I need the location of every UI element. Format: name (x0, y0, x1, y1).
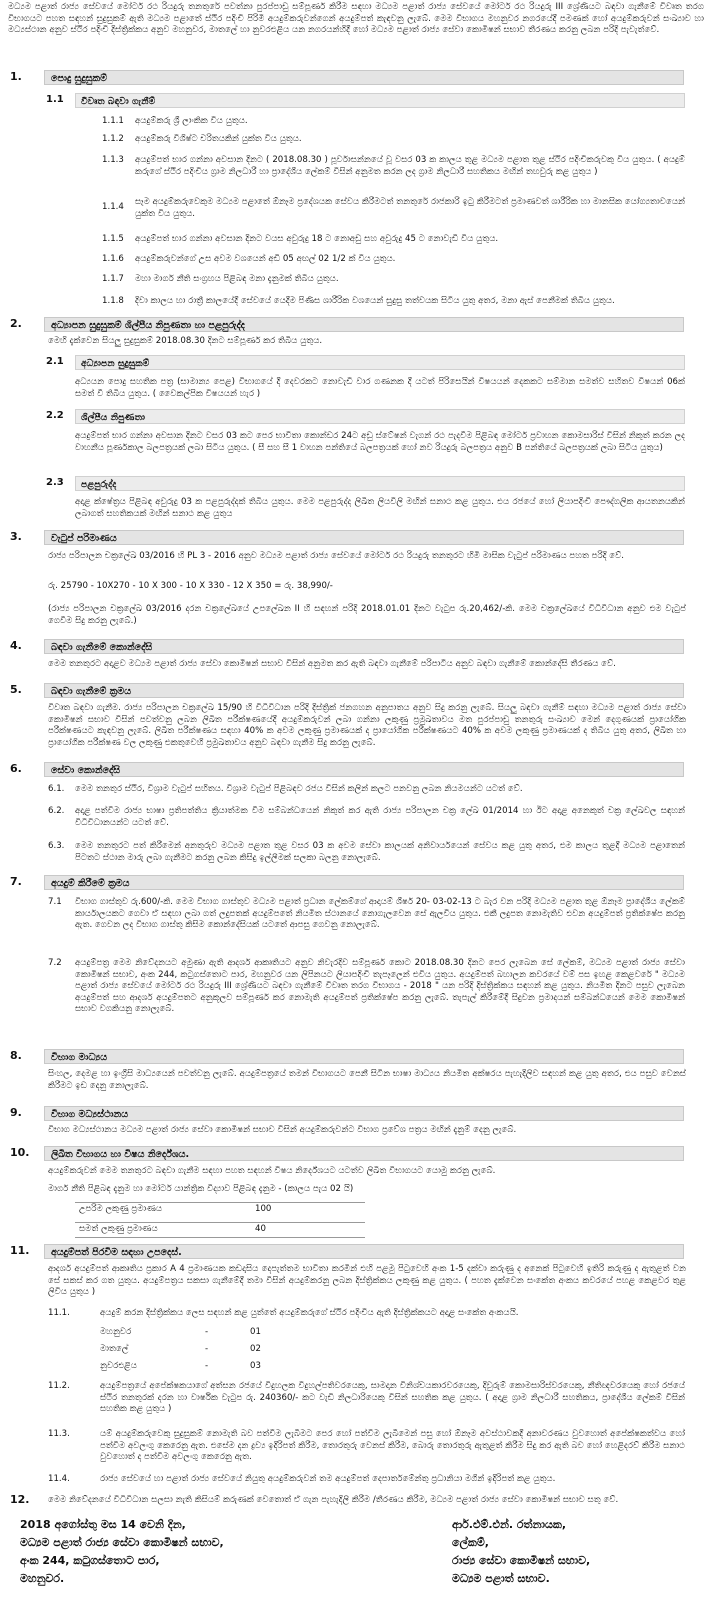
intro-paragraph: මධ්‍යම පළාත් රාජ්‍ය සේවයේ මෝටර් රථ රියදුරු තනතුරේ පවත්නා පුරප්පාඩු සම්පූර්ණ කිරීම සඳහා මධ්‍යම පළාත් රාජ්‍ය සේවයේ මෝටර් රථ රියදුරු III ශ්‍රේණියට බඳවා ගැනීමේ විවෘත තරග විභාගයට පහත සඳහන් සුදුසුකම් ඇති මධ්‍යම පළාතේ ස්ථිර පදිංචි පිරිමි අයදුම්කරුවන්ගෙන් අයදුම්පත් කැඳවනු ලැබේ. මෙම විභාගය මහනුවර නගරයේදී පමණක් හෝ අයදුම්කරුවන් සංඛ්‍යාව හා මධ්‍යස්ථාන අනුව ස්ථිර පදිංචි දිස්ත්‍රික්කය අනුව මහනුවර, මාතලේ හා නුවරඑළිය යන නගරයන්හිදී හෝ මධ්‍යම පළාත් රාජ්‍ය සේවා කොමිෂන් සභාව තීරණය කරනු ලබන පරිදි පැවැත්වේ. (8, 2, 704, 35)
item-7-1-number: 7.1 (48, 897, 62, 907)
salary-note: (රාජ්‍ය පරිපාලන චක්‍රලේඛ 03/2016 දරන චක්‍රලේඛයේ උපලේඛන II හි සඳහන් පරිදි 2018.01.01 දිනට වැටුප රු.20,462/-කි. මෙම චක්‍රලේඛයේ විධිවිධාන අනුව එම වැටුප් ගෙවීම සිදු කරනු ලැබේ.) (48, 604, 686, 626)
item-6-2-number: 6.2. (48, 806, 65, 816)
section-1-heading: පොදු සුදුසුකම් (44, 70, 684, 85)
section-11-number: 11. (10, 1244, 30, 1257)
signatory-title: ලේකම්, (452, 1536, 489, 1549)
section-6-number: 6. (10, 762, 22, 775)
item-1-1-8-text: දිවා කාලය හා රාත්‍රී කාලයේදී සේවයේ යෙදීම පිණිස ශාරීරික වශයෙන් සුදුසු තත්වයක සිටිය යුතු අතර, මනා ඇස් පෙනීමක් තිබිය යුතුය. (135, 296, 615, 306)
section-2-note: මෙහි දැක්වෙන සියලු සුදුසුකම් 2018.08.30 දිනට සම්පූර්ණ කර තිබිය යුතුය. (48, 336, 323, 346)
pass-marks-row (75, 1222, 365, 1238)
subsection-2-2-heading: ශිල්පීය නිපුණතා (75, 409, 685, 424)
section-8-text: සිංහල, දෙමළ හා ඉංග්‍රීසි මාධ්‍යයෙන් පවත්වනු ලැබේ. අයදුම්පත්‍රයේ තමන් විභාගයට පෙනී සිටින භාෂා මාධ්‍යය නියමිත අක්ෂරය පැහැදිලිව සඳහන් කළ යුතු අතර, එය පසුව වෙනස් කිරීමට ඉඩ දෙනු නොලැබේ. (48, 1069, 686, 1091)
item-1-1-3-number: 1.1.3 (102, 155, 124, 165)
section-11-heading: අයදුම්පත් පිරවීම සඳහා උපදෙස්. (44, 1244, 684, 1259)
section-8-heading: විභාග මාධ්‍යය (44, 1049, 684, 1064)
salary-scale: රු. 25790 - 10X270 - 10 X 300 - 10 X 330 - 12 X 350 = රු. 38,990/- (48, 581, 333, 591)
district-code: 02 (250, 1344, 261, 1354)
item-6-1-text: මෙම තනතුර ස්ථිර, විශ්‍රාම වැටුප් සහිතය. විශ්‍රාම වැටුප් පිළිබඳව රජය විසින් කලින් කලට පනවනු ලබන නියමයන්ට යටත් වේ. (75, 784, 523, 794)
footer-left (20, 1516, 224, 1588)
section-10-number: 10. (10, 1146, 30, 1159)
item-1-1-1-text: අයදුම්කරු ශ්‍රී ලාංකික විය යුතුය. (135, 116, 248, 126)
section-10-heading: ලිඛිත විභාගය හා විෂය නිර්දේශය. (44, 1146, 684, 1161)
item-7-2-number: 7.2 (48, 958, 62, 968)
section-6-heading: සේවා කොන්දේසි (44, 762, 684, 777)
subsection-2-2-text: අයදුම්පත් භාර ගන්නා අවසාන දිනට වසර 03 කට පෙර භාවිතා කොන්ඩර 24ට අඩු ස්ටේෂන් වැගන් රථ පැදවීම පිළිබඳ මෝටර් ප්‍රවාහන කොමසාරිස් විසින් නිකුත් කරන ලද වාහනීය පූර්ණකාල බලපත්‍රයක් ලබා සිටිය යුතුය. ( සී සහ සී 1 වාහන පන්තියේ බලපත්‍රයක් හෝ නව රියදුරු බලපත්‍රය අනුව B පන්තියේ බලපත්‍රයක් ලබා සිටිය යුතුය) (75, 431, 685, 453)
district-dash: - (205, 1361, 209, 1371)
district-dash: - (205, 1327, 209, 1337)
section-7-number: 7. (10, 875, 22, 888)
section-5-number: 5. (10, 683, 22, 696)
district-name: මාතලේ (100, 1344, 129, 1354)
section-4-heading: බඳවා ගැනීමේ කොන්දේසි (44, 639, 684, 654)
subsection-2-3-number: 2.3 (46, 477, 64, 488)
item-7-1-text: විභාග ගාස්තුව රු.600/-කි. මෙම විභාග ගාස්තුව මධ්‍යම පළාත් ප්‍රධාන ලේකම්ගේ ආදායම් ශීර්ෂ 20- 03-02-13 ට බැර වන පරිදි මධ්‍යම පළාත තුළ ඕනෑම ප්‍රාදේශීය ලේකම් කාර්යාලයකට ගෙවා ඒ සඳහා ලබා ගත් ලදුපතක් අයදුම්පතේ නියමිත ස්ථානයේ නොගැලවෙන සේ ඇලවිය යුතුය. එකී ලදුපත නොමැතිව එවන අයදුම්පත් ප්‍රතික්ෂේප කරනු ඇත. ගෙවන ලද විභාග ගාස්තු කිසිම කොන්දේසියක් යටතේ ආපසු ගෙවනු නොලැබේ. (75, 897, 685, 930)
section-7-heading: අයදුම් කිරීමේ ක්‍රමය (44, 875, 684, 890)
item-6-3-text: මෙම තනතුරට පත් කිරීමෙන් අනතුරුව මධ්‍යම පළාත තුළ වසර 03 ක අවම සේවා කාලයක් අනිවාර්යයෙන් සේවය කළ යුතු අතර, එම කාලය තුළදී මධ්‍යම පළාතෙන් පිටතට ස්ථාන මාරු ලබා ගැනීමට කරනු ලබන කිසිදු ඉල්ලීමක් සලකා බලනු නොලැබේ. (75, 841, 685, 863)
item-11-2-number: 11.2. (48, 1381, 70, 1391)
item-1-1-2-text: අයදුම්කරු විශිෂ්ට චරිතයකින් යුක්ත විය යුතුය. (135, 134, 302, 144)
salary-text: රාජ්‍ය පරිපාලන චක්‍රලේඛ 03/2016 හි PL 3 - 2016 අනුව මධ්‍යම පළාත් රාජ්‍ය සේවයේ මෝටර් රථ රියදුරු තනතුරට හිමි මාසික වැටුප් පරිමාණය පහත පරිදි වේ. (48, 551, 625, 561)
section-3-number: 3. (10, 530, 22, 543)
item-1-1-6-text: අයදුම්කරුවන්ගේ උස අවම වශයෙන් අඩි 05 අඟල් 02 1/2 ක් විය යුතුය. (135, 254, 396, 264)
item-11-4-number: 11.4. (48, 1474, 70, 1484)
item-1-1-7-number: 1.1.7 (102, 274, 124, 284)
max-marks-value: 100 (255, 1204, 272, 1214)
item-1-1-2-number: 1.1.2 (102, 134, 124, 144)
signatory-council: මධ්‍යම පළාත් සභාව. (452, 1572, 550, 1585)
subsection-2-1-number: 2.1 (46, 356, 64, 367)
max-marks-row (75, 1202, 365, 1217)
item-6-1-number: 6.1. (48, 784, 65, 794)
item-1-1-5-number: 1.1.5 (102, 234, 124, 244)
item-1-1-4-number: 1.1.4 (102, 202, 124, 212)
section-9-number: 9. (10, 1106, 22, 1119)
district-name: මහනුවර (100, 1327, 132, 1337)
district-code: 03 (250, 1361, 261, 1371)
item-1-1-6-number: 1.1.6 (102, 254, 124, 264)
section-1-number: 1. (10, 70, 22, 83)
section-3-heading: වැටුප් පරිමාණය (44, 530, 684, 545)
item-1-1-7-text: මහා මාර්ග නීති සංග්‍රහය පිළිබඳ මනා දැනුමක් තිබිය යුතුය. (135, 274, 339, 284)
section-5-heading: බඳවා ගැනීමේ ක්‍රමය (44, 683, 684, 698)
subsection-2-2-number: 2.2 (46, 410, 64, 421)
section-2-heading: අධ්‍යාපන සුදුසුකම් ශිල්පීය නිපුණතා හා පළපුරුද්ද (44, 317, 684, 332)
section-10-text: අයදුම්කරුවන් මෙම තනතුරට බඳවා ගැනීම සඳහා පහත සඳහන් විෂය නිර්දේශයට යටත්ව ලිඛිත විභාගයට යොමු කරනු ලැබේ. (48, 1166, 496, 1176)
subsection-2-3-heading: පළපුරුද්ද (75, 476, 685, 491)
item-11-1-text: අයදුම් කරන දිස්ත්‍රික්කය ලෙස සඳහන් කළ යුත්තේ අයදුම්කරුගේ ස්ථිර පදිංචිය ඇති දිස්ත්‍රික්කයට අදාළ සංකේත අංකයයි. (100, 1308, 519, 1318)
item-1-1-5-text: අයදුම්පත් භාර ගන්නා අවසාන දිනට වයස අවුරුදු 18 ට නොඅඩු සහ අවුරුදු 45 ට නොවැඩි විය යුතුය. (135, 234, 499, 244)
subsection-2-1-text: අධ්‍යයන පොදු සහතික පත්‍ර (සාමාන්‍ය පෙළ) විභාගයේ දී දෙවරකට නොවැඩි වාර ගණනක දී යටත් පිරිසෙයින් විෂයයන් දෙකකට සම්මාන සමත්ව සහිතව විෂයන් 06ක් සමත් වී තිබිය යුතුය. ( වෛකල්පික විෂයයන් හැර ) (75, 377, 685, 399)
footer-address: අංක 244, කටුගස්තොට පාර, (20, 1554, 160, 1567)
item-1-1-3-text: අයදුම්පත් භාර ගන්නා අවසාන දිනට ( 2018.08.30 ) පූර්වාසන්නයේ වූ වසර 03 ක කාලය තුළ මධ්‍යම පළාත තුළ ස්ථිර පදිංචිකරුවකු විය යුතුය. ( අයදුම් කරුගේ ස්ථිර පදිංචිය ග්‍රාම නිලධාරී හා ප්‍රාදේශීය ලේකම් විසින් අනුමත කරන ලද ග්‍රාම නිලධාරී සහතිකය මඟින් තහවුරු කළ යුතුය ) (135, 155, 685, 177)
subsection-1-1-heading: විවෘත බඳවා ගැනීම් (75, 93, 685, 108)
item-7-2-text: අයදුම්පත්‍ර මෙම නිවේදනයට අමුණා ඇති ආදර්ශ ආකෘතියට අනුව නිවැරදිව සම්පූර්ණ කොට 2018.08.30 දිනට පෙර ලැබෙන සේ ලේකම්, මධ්‍යම පළාත් රාජ්‍ය සේවා කොමිෂන් සභාව, අංක 244, කටුගස්තොට පාර, මහනුවර යන ලිපිනයට ලියාපදිංචි තැපෑලෙන් එවිය යුතුය. අයදුම්පත් බහාලන කවරයේ වම් පස ඉහළ කෙළවරේ " මධ්‍යම පළාත් රාජ්‍ය සේවයේ මෝටර් රථ රියදුරු III ශ්‍රේණියට බඳවා ගැනීමේ විවෘත තරග විභාගය - 2018 " යන පරිදි දිස්ත්‍රික්කය සඳහන් කළ යුතුය. නියමිත දිනට පසුව ලැබෙන අයදුම්පත් සහ ආදර්ශ අයදුම්පතට අනුකූලව සම්පූර්ණ කර නොමැති අයදුම්පත් ප්‍රතික්ෂේප කරනු ලැබේ. තැපැල් කිරීමේදී සිදුවන ප්‍රමාදයන් සම්බන්ධයෙන් මෙම කොමිෂන් සභාව වගකියනු නොලැබේ. (75, 958, 685, 1014)
pass-marks-value: 40 (255, 1224, 266, 1234)
item-11-3-text: යම් අයදුම්කරුවෙකු සුදුසුකම් නොමැති බව පත්වීම ලැබීමට පෙර හෝ පත්වීම ලැබීමෙන් පසු හෝ ඕනෑම අවස්ථාවකදී අනාවරණය වුවහොත් අපේක්ෂකත්වය හෝ පත්වීම අවලංගු කෙරෙනු ඇත. එසේම දන ද්‍රව්‍ය ඉදිරිපත් කිරීම, තොරතුරු වෙනස් කිරීම, බොරු තොරතුරු ඇතුළත් කිරීම සිදු කර ඇති බව හෝ හෙළිදරව් කිරීම සනාථ වුවහොත් ද පත්වීම අවලංගු කෙරෙනු ඇත. (100, 1429, 685, 1462)
max-marks-label: උපරිම ලකුණු ප්‍රමාණය (79, 1204, 163, 1214)
signatory-office: රාජ්‍ය සේවා කොමිෂන් සභාව, (452, 1554, 591, 1567)
section-5-text: විවෘත බඳවා ගැනීම. රාජ්‍ය පරිපාලන චක්‍රලේඛ 15/90 හි විධිවිධාන පරිදි දිස්ත්‍රික් ජනගහන අනුපාතය අනුව සිදු කරනු ලැබේ. සියලු බඳවා ගැනීම් සඳහා මධ්‍යම පළාත් රාජ්‍ය සේවා කොමිෂන් සභාව විසින් පවත්වනු ලබන ලිඛිත පරීක්ෂණයේදී අයදුම්කරුවන් ලබා ගන්නා ලකුණු ප්‍රමුඛතාවය මත පුරප්පාඩු තනතුරු සංඛ්‍යාව මෙන් දෙගුණයක් ප්‍රායෝගික පරීක්ෂණයට කැඳවනු ලැබේ. ලිඛිත පරීක්ෂණය සඳහා 40% ක අවම ලකුණු ප්‍රමාණයක් ද ප්‍රායෝගික පරීක්ෂණයට 40% ක අවම ලකුණු ප්‍රමාණයක් ද තිබිය යුතු අතර, ලිඛිත හා ප්‍රායෝගික පරීක්ෂණ වල ලකුණු එකතුවෙහි ප්‍රමුඛතාවය අනුව බඳවා ගැනීම සිදු කරනු ලැබේ. (48, 703, 686, 748)
section-12-text: මෙම නිවේදනයේ විධිවිධාන සලසා නැති කිසියම් කරුණක් වෙතොත් ඒ ගැන පැහැදිලි කිරීම /තීරණය කිරීම, මධ්‍යම පළාත් රාජ්‍ය සේවා කොමිෂන් සභාව සතු වේ. (48, 1495, 619, 1505)
section-9-heading: විභාග මධ්‍යස්ථානය (44, 1106, 684, 1121)
exam-subject: මාර්ග නීති පිළිබඳ දැනුම හා මෝටර් යාන්ත්‍රික විද්‍යාව පිළිබඳ දැනුම - (කාලය පැය 02 යි) (48, 1184, 354, 1194)
footer-office: මධ්‍යම පළාත් රාජ්‍ය සේවා කොමිෂන් සභාව, (20, 1536, 224, 1549)
section-9-text: විභාග මධ්‍යස්ථානය මධ්‍යම පළාත් රාජ්‍ය සේවා කොමිෂන් සභාව විසින් අයදුම්කරුවන්ට විභාග ප්‍රවේශ පත්‍රය මඟින් දැනුම් දෙනු ලැබේ. (48, 1125, 517, 1135)
section-11-text: ආදර්ශ අයදුම්පත් ආකෘතිය ප්‍රකාර A 4 ප්‍රමාණයක කඩදාසිය දෙපැත්තම භාවිතා කරමින් එහි පළමු පිටුවෙහි අංක 1-5 දක්වා කරුණු ද අනෙක් පිටුවෙහි ඉතිරි කරුණු ද ඇතුළත් වන සේ සකස් කර ගත යුතුය. අයදුම්පත්‍රය සකසා ගැනීමේදී තමා විසින් අයදුම්කරනු ලබන දිස්ත්‍රික්කය ලකුණු කළ යුතුය. ( පහත දැක්වෙන සංකේත අංකය කවරයේ පහළ කෙළවර තුළ ලිවිය යුතුය ) (48, 1264, 686, 1297)
district-name: නුවරඑළිය (100, 1361, 137, 1371)
footer-city: මහනුවර. (20, 1572, 65, 1585)
signatory-name: ආර්.එම්.එන්. රත්නායක, (452, 1518, 567, 1531)
pass-marks-label: සමත් ලකුණු ප්‍රමාණය (79, 1224, 158, 1234)
item-11-2-text: අයදුම්පත්‍රයේ අපේක්ෂකයාගේ අත්සන රජයේ විදුහලක විදුහල්පතිවරයෙකු, සාමදාන විනිශ්චයකාරවරයෙකු, දිවුරුම් කොමසාරිස්වරයෙකු, නීතිඥවරයෙකු හෝ රජයේ ස්ථිර තනතුරක් දරන හා වාර්ෂික වැටුප රු. 240360/- කට වැඩි නිලධාරියෙකු විසින් සහතික කළ යුතුය. ( අදාළ ග්‍රාම නිලධාරී සහතිකය, ප්‍රාදේශීය ලේකම් විසින් සහතික කළ යුතුය ) (100, 1381, 685, 1414)
section-8-number: 8. (10, 1049, 22, 1062)
item-11-1-number: 11.1. (48, 1308, 70, 1318)
subsection-2-1-heading: අධ්‍යාපන සුදුසුකම් (75, 355, 685, 370)
footer-right (452, 1516, 590, 1588)
section-4-text: මෙම තනතුරට අදාළව මධ්‍යම පළාත් රාජ්‍ය සේවා කොමිෂන් සභාව විසින් අනුමත කර ඇති බඳවා ගැනීමේ පරිපාටිය අනුව බඳවා ගැනීමේ කොන්දේසි තීරණය වේ. (48, 659, 616, 669)
subsection-2-3-text: අදාළ ක්ෂේත්‍රය පිළිබඳ අවුරුදු 03 ක පළපුරුද්දක් තිබිය යුතුය. මෙම පළපුරුද්ද ලිඛිත ලියවිලි මඟින් සනාථ කළ යුතුය. එය රජයේ හෝ ලියාපදිංචි පෞද්ගලික ආයතනයකින් ලබාගත් සහතිකයක් මඟින් සනාථ කළ යුතුය (75, 497, 685, 519)
district-dash: - (205, 1344, 209, 1354)
section-12-number: 12. (10, 1493, 30, 1506)
item-11-4-text: රාජ්‍ය සේවයේ හා පළාත් රාජ්‍ය සේවයේ නියුතු අයදුම්කරුවන් තම අයදුම්පත් දෙපාර්තමේන්තු ප්‍රධානියා මගින් ඉදිරිපත් කළ යුතුය. (100, 1474, 556, 1484)
section-2-number: 2. (10, 317, 22, 330)
district-code: 01 (250, 1327, 261, 1337)
item-6-3-number: 6.3. (48, 841, 65, 851)
item-6-2-text: අදාළ පත්වීම රාජ්‍ය භාෂා ප්‍රතිපත්තිය ක්‍රියාත්මක වීම සම්බන්ධයෙන් නිකුත් කර ඇති රාජ්‍ය පරිපාලන චක්‍ර ලේඛ 01/2014 හා ඊට අදාළ අනෙකුත් චක්‍ර ලේඛවල සඳහන් විධිවිධානයන්ට යටත් වේ. (75, 806, 685, 828)
item-1-1-1-number: 1.1.1 (102, 116, 124, 126)
item-11-3-number: 11.3. (48, 1429, 70, 1439)
section-4-number: 4. (10, 639, 22, 652)
footer-date: 2018 අගෝස්තු මස 14 වෙනි දින, (20, 1518, 186, 1531)
item-1-1-8-number: 1.1.8 (102, 296, 124, 306)
subsection-1-1-number: 1.1 (46, 94, 64, 105)
item-1-1-4-text: සෑම අයදුම්කරුවෙකුම මධ්‍යම පළාතේ ඕනෑම ප්‍රදේශයක සේවය කිරීමටත් තනතුරේ රාජකාරි ඉටු කිරීමටත් ප්‍රමාණවත් ශාරීරික හා මානසික යෝග්‍යතාවයෙන් යුක්ත විය යුතුය. (135, 197, 685, 219)
